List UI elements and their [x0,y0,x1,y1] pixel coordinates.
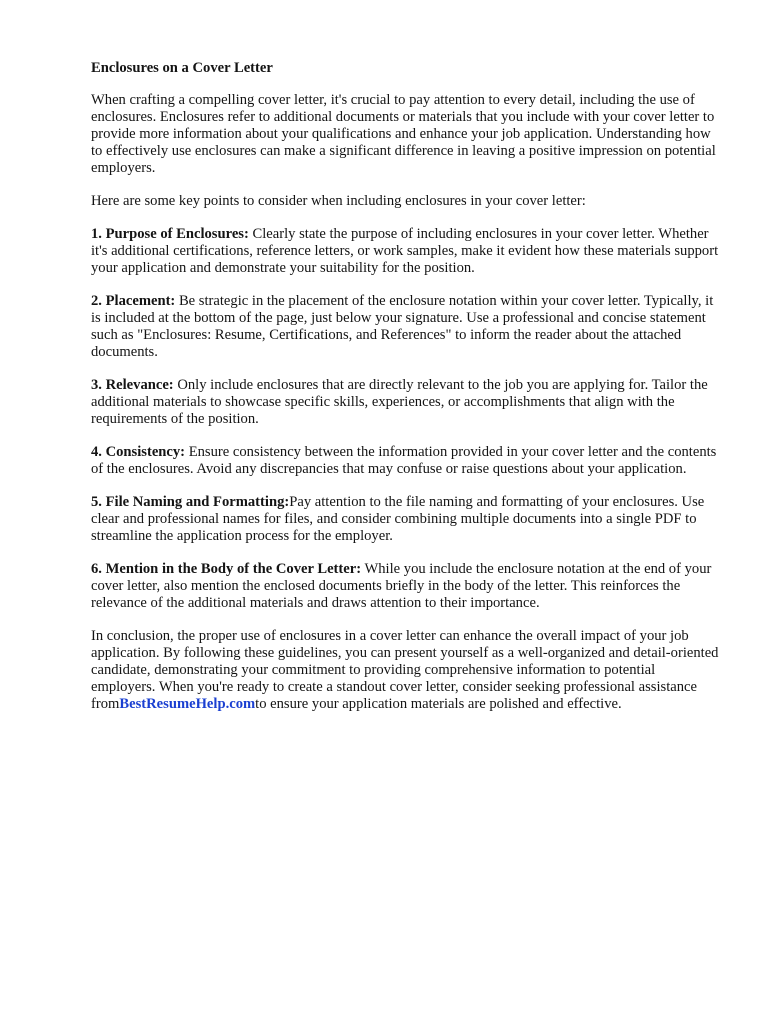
intro-paragraph: When crafting a compelling cover letter, it's crucial to pay attention to every detail, including the use of enclosures. Enclosures refer to additional documents or materials that you include with your cover letter to provide more information about your qualifications and enhance your job application. Understanding how to effectively use enclosures can make a significant difference in leaving a positive impression on potential employers. [91,92,716,176]
bestresumehelp-link[interactable]: BestResumeHelp.com [119,696,256,712]
point-text: Pay attention to the file naming and formatting of your enclosures. Use clear and professional names for files, and consider combining multiple documents into a single PDF to streamline the application process for the employer. [91,494,705,544]
point-heading: 4. Consistency: [91,444,186,460]
point-relevance [91,377,723,428]
point-text: Ensure consistency between the information provided in your cover letter and the contents of the enclosures. Avoid any discrepancies that may confuse or raise questions about your application. [91,444,717,477]
point-purpose [91,226,723,277]
conclusion-text-before: In conclusion, the proper use of enclosures in a cover letter can enhance the overall impact of your job application. By following these guidelines, you can present yourself as a well-organized and detail-oriented candidate, demonstrating your commitment to providing comprehensive information to potential employers. When you're ready to create a standout cover letter, consider seeking professional assistance from [91,628,719,712]
conclusion-paragraph [91,628,723,713]
point-heading: 5. File Naming and Formatting: [91,494,290,510]
point-mention-in-body [91,561,723,612]
keypoints-intro: Here are some key points to consider when including enclosures in your cover letter: [91,193,586,209]
point-heading: 6. Mention in the Body of the Cover Letter: [91,561,362,577]
point-text: While you include the enclosure notation at the end of your cover letter, also mention the enclosed documents briefly in the body of the letter. This reinforces the relevance of the additional materials and draws attention to their importance. [91,561,712,611]
point-heading: 1. Purpose of Enclosures: [91,226,249,242]
document-page [91,56,723,713]
conclusion-text-after: to ensure your application materials are polished and effective. [255,696,622,712]
point-placement [91,293,723,361]
point-consistency [91,444,723,478]
point-text: Clearly state the purpose of including enclosures in your cover letter. Whether it's additional certifications, reference letters, or work samples, make it evident how these materials support your application and demonstrate your suitability for the position. [91,226,719,276]
point-heading: 3. Relevance: [91,377,174,393]
point-text: Be strategic in the placement of the enclosure notation within your cover letter. Typically, it is included at the bottom of the page, just below your signature. Use a professional and concise statement such as "Enclosures: Resume, Certifications, and References" to inform the reader about the attached documents. [91,293,714,360]
point-text: Only include enclosures that are directly relevant to the job you are applying for. Tailor the additional materials to showcase specific skills, experiences, or accomplishments that align with the requirements of the position. [91,377,708,427]
point-file-naming [91,494,723,545]
point-heading: 2. Placement: [91,293,176,309]
document-title: Enclosures on a Cover Letter [91,60,273,76]
